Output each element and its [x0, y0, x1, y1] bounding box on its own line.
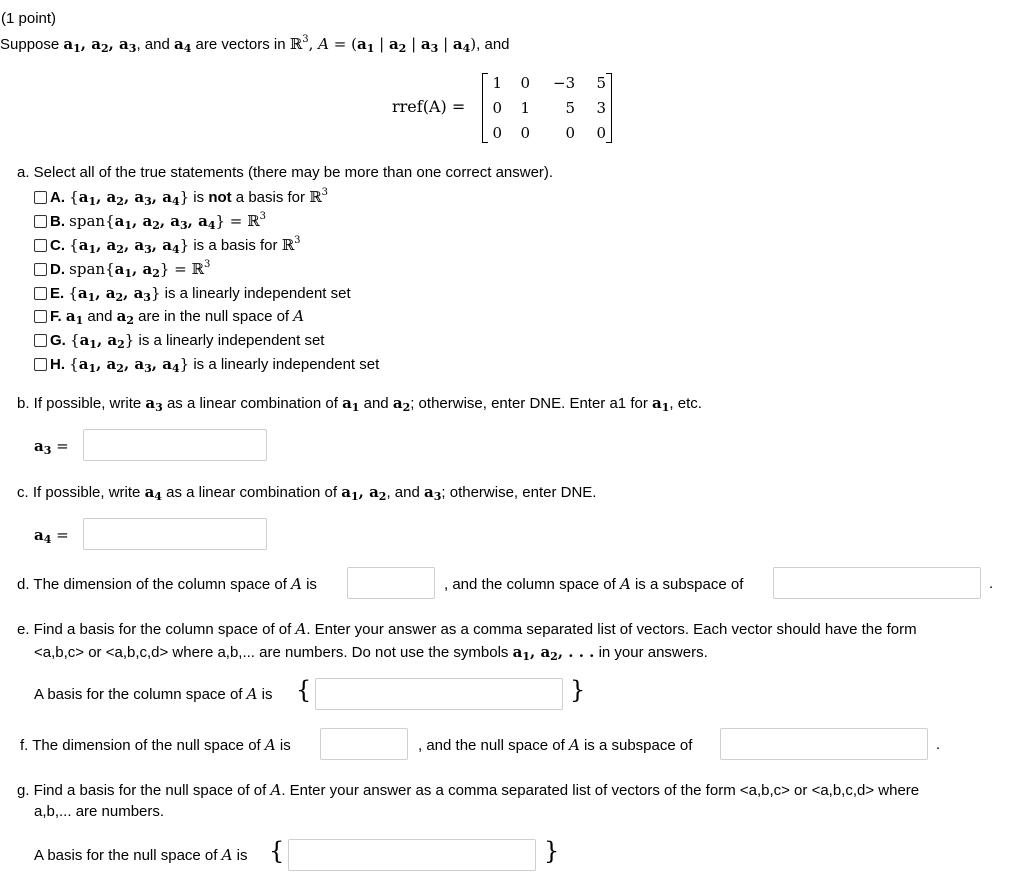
- option-a[interactable]: A. {$a_1$, $a_2$, $a_3$, $a_4$} is not a basis for ℝ$^3$: [34, 188, 328, 206]
- part-c-prompt: c. If possible, write $a_4$ as a linear combination of $a_1$, $a_2$, and $a_3$; otherwise, enter DNE.: [17, 483, 597, 503]
- part-a-prompt: a. Select all of the true statements (there may be more than one correct answer).: [17, 164, 554, 181]
- matrix-cell: 5: [596, 74, 606, 92]
- option-d-checkbox[interactable]: [34, 263, 47, 276]
- option-h-checkbox[interactable]: [34, 358, 47, 371]
- null-basis-label: A basis for the null space of A is: [34, 846, 248, 864]
- option-h[interactable]: H. {$a_1$, $a_2$, $a_3$, $a_4$} is a linearly independent set: [34, 355, 379, 373]
- a3-input[interactable]: [83, 429, 267, 461]
- matrix-cell: 0: [492, 99, 502, 117]
- a4-input[interactable]: [83, 518, 267, 550]
- part-f-prompt-right: , and the null space of A is a subspace of: [418, 736, 693, 754]
- column-space-subspace-input[interactable]: [773, 567, 981, 599]
- a3-label: $a_3$ =: [34, 437, 69, 457]
- part-e-prompt-line2: <a,b,c> or <a,b,c,d> where a,b,... are numbers. Do not use the symbols $a_1$, $a_2$, . . . in your answers.: [34, 643, 708, 663]
- column-space-basis-input[interactable]: [315, 678, 563, 710]
- matrix-cell: 1: [520, 99, 530, 117]
- part-g-prompt-line2: a,b,... are numbers.: [34, 803, 165, 820]
- matrix-right-bracket: [606, 73, 612, 143]
- points-label: (1 point): [1, 10, 57, 27]
- null-basis-close-brace: }: [544, 837, 560, 865]
- option-e[interactable]: E. {$a_1$, $a_2$, $a_3$} is a linearly independent set: [34, 284, 351, 302]
- option-b-checkbox[interactable]: [34, 215, 47, 228]
- option-f-checkbox[interactable]: [34, 310, 47, 323]
- matrix-cell: −3: [553, 74, 576, 92]
- matrix-cell: 0: [520, 74, 530, 92]
- matrix-cell: 3: [596, 99, 606, 117]
- part-f-period: .: [936, 736, 941, 753]
- rref-label: rref(A) =: [392, 97, 466, 116]
- column-basis-close-brace: }: [570, 676, 586, 704]
- part-b-prompt: b. If possible, write $a_3$ as a linear combination of $a_1$ and $a_2$; otherwise, enter DNE. Enter a1 for $a_1$, etc.: [17, 394, 702, 414]
- matrix-cell: 0: [596, 124, 606, 142]
- null-basis-open-brace: {: [269, 837, 285, 865]
- column-space-dimension-input[interactable]: [347, 567, 435, 599]
- null-space-subspace-input[interactable]: [720, 728, 928, 760]
- option-c[interactable]: C. {$a_1$, $a_2$, $a_3$, $a_4$} is a basis for ℝ$^3$: [34, 236, 301, 254]
- column-basis-open-brace: {: [296, 676, 312, 704]
- option-f[interactable]: F. $a_1$ and $a_2$ are in the null space of A: [34, 307, 304, 325]
- matrix-cell: 0: [565, 124, 575, 142]
- option-g-checkbox[interactable]: [34, 334, 47, 347]
- matrix-cell: 0: [520, 124, 530, 142]
- part-d-prompt-right: , and the column space of A is a subspace of: [444, 575, 744, 593]
- null-space-basis-input[interactable]: [288, 839, 536, 871]
- option-a-checkbox[interactable]: [34, 191, 47, 204]
- option-d[interactable]: D. $span\{a_1$, $a_2$} = ℝ$^3$: [34, 260, 210, 278]
- part-d-period: .: [989, 575, 994, 592]
- option-g[interactable]: G. {$a_1$, $a_2$} is a linearly independent set: [34, 331, 324, 349]
- column-basis-label: A basis for the column space of A is: [34, 685, 273, 703]
- matrix-cell: 1: [492, 74, 502, 92]
- matrix-cell: 0: [492, 124, 502, 142]
- a4-label: $a_4$ =: [34, 526, 69, 546]
- null-space-dimension-input[interactable]: [320, 728, 408, 760]
- part-e-prompt-line1: e. Find a basis for the column space of of A. Enter your answer as a comma separated list of vectors. Each vector should have the form: [17, 620, 917, 638]
- option-c-checkbox[interactable]: [34, 239, 47, 252]
- problem-intro: Suppose $a_1$, $a_2$, $a_3$, and $a_4$ are vectors in ℝ$^3$, $A = (a_1$ | $a_2$ | $a_3$ | $a_4$), and: [0, 34, 510, 55]
- part-d-prompt-left: d. The dimension of the column space of A is: [17, 575, 317, 593]
- option-b[interactable]: B. $span\{a_1$, $a_2$, $a_3$, $a_4$} = ℝ$^3$: [34, 212, 266, 230]
- part-f-prompt-left: f. The dimension of the null space of A is: [20, 736, 291, 754]
- part-g-prompt-line1: g. Find a basis for the null space of of A. Enter your answer as a comma separated list of vectors of the form <a,b,c> or <a,b,c,d> where: [17, 781, 920, 799]
- option-e-checkbox[interactable]: [34, 287, 47, 300]
- matrix-cell: 5: [565, 99, 575, 117]
